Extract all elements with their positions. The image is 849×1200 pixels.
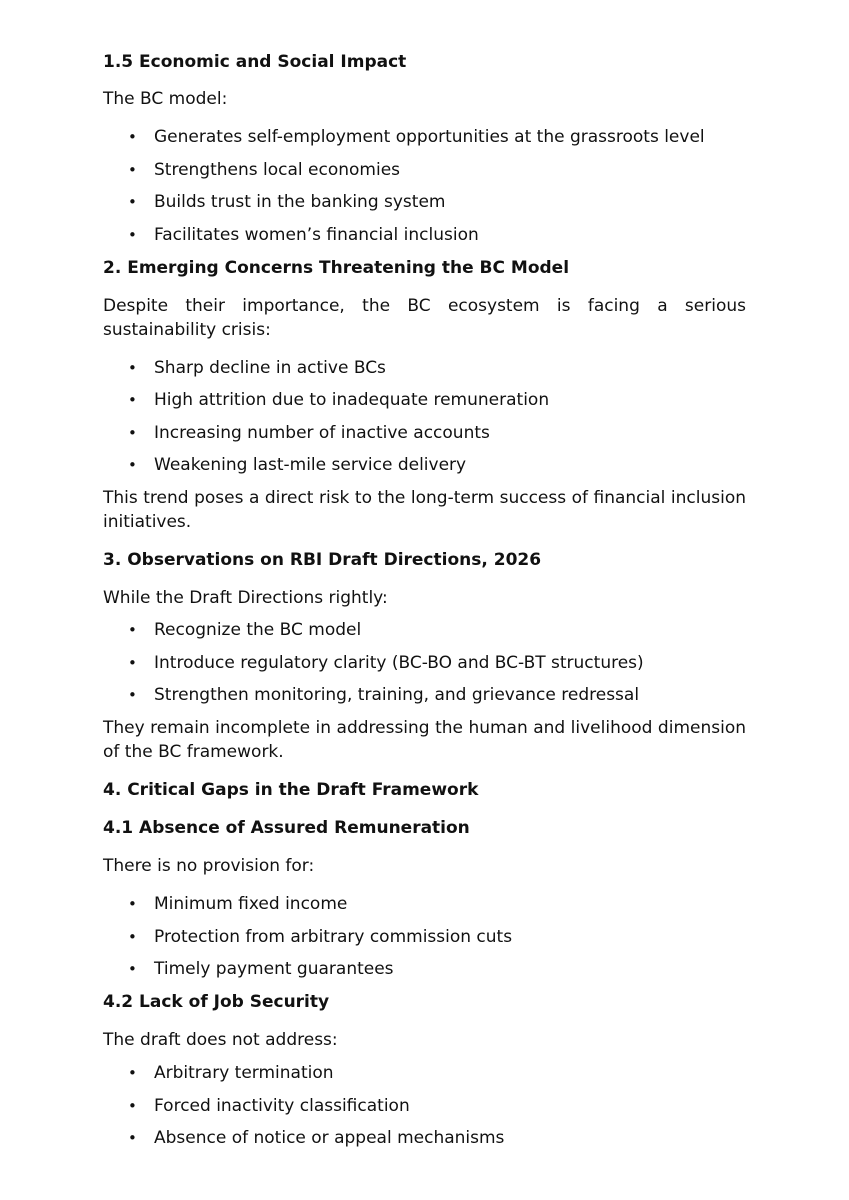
list-item: • Minimum fixed income — [128, 894, 348, 914]
list-item: • Timely payment guarantees — [128, 959, 394, 979]
list-item: • Sharp decline in active BCs — [128, 357, 386, 378]
paragraph: This trend poses a direct risk to the long-term success of financial inclusion initiatives. — [103, 488, 746, 532]
bullet-icon: • — [128, 193, 137, 211]
bullet-icon: • — [128, 960, 137, 978]
bullet-icon: • — [128, 686, 137, 704]
paragraph: The draft does not address: — [103, 1030, 338, 1050]
bullet-list — [103, 125, 746, 247]
list-item: • Increasing number of inactive accounts — [128, 422, 490, 443]
list-item: • Forced inactivity classification — [128, 1095, 410, 1116]
bullet-icon: • — [128, 128, 137, 146]
bullet-icon: • — [128, 391, 137, 409]
bullet-list — [103, 356, 746, 478]
paragraph: While the Draft Directions rightly: — [103, 588, 388, 608]
bullet-icon: • — [128, 653, 137, 672]
document-body — [103, 50, 746, 1150]
bullet-icon: • — [128, 160, 137, 179]
section-heading: 4. Critical Gaps in the Draft Framework — [103, 780, 479, 800]
bullet-icon: • — [128, 456, 137, 474]
list-item: • Facilitates women’s financial inclusion — [128, 224, 479, 245]
paragraph: The BC model: — [103, 89, 228, 109]
paragraph: They remain incomplete in addressing the human and livelihood dimension of the BC framework. — [103, 718, 746, 762]
list-item: • Absence of notice or appeal mechanisms — [128, 1128, 505, 1148]
list-item: • Protection from arbitrary commission cuts — [128, 926, 513, 947]
bullet-icon: • — [128, 1096, 137, 1115]
subsection-heading: 4.2 Lack of Job Security — [103, 992, 330, 1012]
bullet-icon: • — [128, 1064, 137, 1082]
section-heading: 3. Observations on RBI Draft Directions, 2026 — [103, 550, 542, 570]
list-item: • Strengthen monitoring, training, and grievance redressal — [128, 685, 640, 705]
list-item: • Strengthens local economies — [128, 159, 401, 180]
list-item: • Arbitrary termination — [128, 1063, 334, 1083]
bullet-icon: • — [128, 621, 137, 639]
list-item: • Weakening last-mile service delivery — [128, 455, 467, 475]
bullet-icon: • — [128, 225, 137, 244]
bullet-list — [103, 618, 746, 707]
list-item: • High attrition due to inadequate remuneration — [128, 390, 550, 410]
list-item: • Generates self-employment opportunities at the grassroots level — [128, 127, 705, 147]
list-item: • Introduce regulatory clarity (BC-BO and BC-BT structures) — [128, 652, 644, 673]
bullet-list — [103, 1061, 746, 1150]
list-item: • Recognize the BC model — [128, 620, 362, 640]
paragraph: Despite their importance, the BC ecosystem is facing a serious sustainability crisis: — [103, 295, 746, 340]
subsection-heading: 4.1 Absence of Assured Remuneration — [103, 818, 470, 838]
list-item: • Builds trust in the banking system — [128, 192, 446, 212]
paragraph: There is no provision for: — [103, 856, 315, 876]
bullet-icon: • — [128, 1129, 137, 1147]
section-heading: 2. Emerging Concerns Threatening the BC Model — [103, 257, 570, 278]
bullet-icon: • — [128, 423, 137, 442]
bullet-icon: • — [128, 358, 137, 377]
bullet-icon: • — [128, 895, 137, 913]
bullet-icon: • — [128, 927, 137, 946]
section-heading: 1.5 Economic and Social Impact — [103, 52, 407, 72]
bullet-list — [103, 892, 746, 981]
